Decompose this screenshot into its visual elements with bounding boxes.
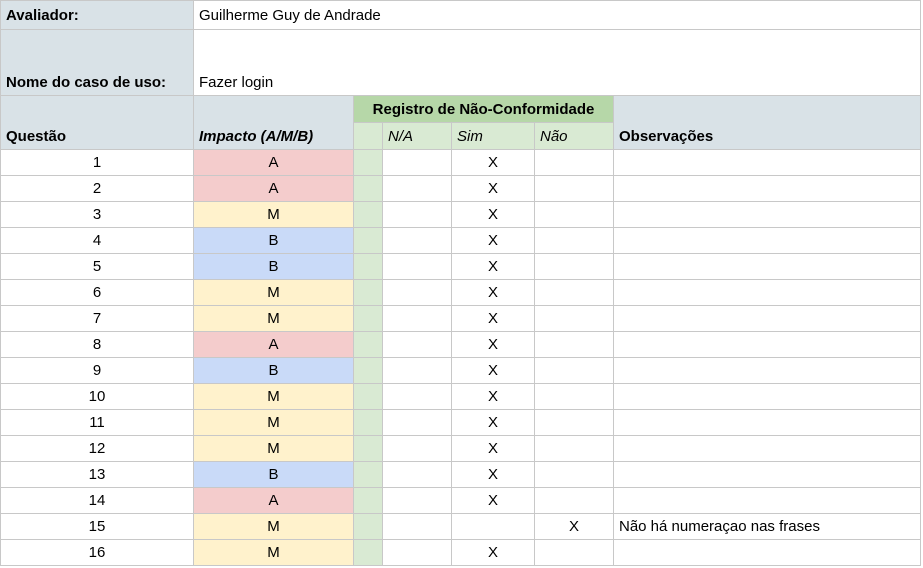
questao-header[interactable]: Questão — [0, 96, 194, 150]
na-cell[interactable] — [383, 410, 452, 436]
impacto-cell[interactable]: B — [194, 462, 354, 488]
sim-cell[interactable]: X — [452, 332, 535, 358]
questao-cell[interactable]: 15 — [0, 514, 194, 540]
na-cell[interactable] — [383, 228, 452, 254]
caso-de-uso-value[interactable]: Fazer login — [194, 30, 921, 96]
impacto-cell[interactable]: M — [194, 306, 354, 332]
observacoes-cell[interactable] — [614, 150, 921, 176]
nao-cell[interactable] — [535, 254, 614, 280]
questao-cell[interactable]: 10 — [0, 384, 194, 410]
questao-cell[interactable]: 12 — [0, 436, 194, 462]
registro-blank-cell[interactable] — [354, 436, 383, 462]
impacto-cell[interactable]: M — [194, 384, 354, 410]
sim-cell[interactable]: X — [452, 462, 535, 488]
impacto-cell[interactable]: M — [194, 202, 354, 228]
registro-blank-cell[interactable] — [354, 202, 383, 228]
registro-blank-cell[interactable] — [354, 228, 383, 254]
nao-cell[interactable] — [535, 384, 614, 410]
na-cell[interactable] — [383, 280, 452, 306]
nao-cell[interactable] — [535, 202, 614, 228]
nao-cell[interactable] — [535, 410, 614, 436]
impacto-cell[interactable]: B — [194, 254, 354, 280]
na-cell[interactable] — [383, 514, 452, 540]
registro-blank-cell[interactable] — [354, 280, 383, 306]
impacto-cell[interactable]: B — [194, 358, 354, 384]
registro-subheader-blank[interactable] — [354, 123, 383, 150]
registro-blank-cell[interactable] — [354, 384, 383, 410]
na-cell[interactable] — [383, 306, 452, 332]
nao-cell[interactable] — [535, 150, 614, 176]
impacto-cell[interactable]: A — [194, 488, 354, 514]
observacoes-cell[interactable] — [614, 540, 921, 566]
nao-cell[interactable]: X — [535, 514, 614, 540]
questao-cell[interactable]: 8 — [0, 332, 194, 358]
impacto-cell[interactable]: M — [194, 540, 354, 566]
nao-cell[interactable] — [535, 228, 614, 254]
sim-cell[interactable]: X — [452, 176, 535, 202]
registro-blank-cell[interactable] — [354, 410, 383, 436]
sim-cell[interactable]: X — [452, 540, 535, 566]
na-cell[interactable] — [383, 150, 452, 176]
nao-cell[interactable] — [535, 488, 614, 514]
na-cell[interactable] — [383, 358, 452, 384]
sim-cell[interactable]: X — [452, 150, 535, 176]
sim-header[interactable]: Sim — [452, 123, 535, 150]
avaliador-label[interactable]: Avaliador: — [0, 0, 194, 30]
observacoes-cell[interactable]: Não há numeraçao nas frases — [614, 514, 921, 540]
na-cell[interactable] — [383, 202, 452, 228]
observacoes-cell[interactable] — [614, 228, 921, 254]
registro-blank-cell[interactable] — [354, 176, 383, 202]
nao-cell[interactable] — [535, 280, 614, 306]
nao-cell[interactable] — [535, 358, 614, 384]
sim-cell[interactable]: X — [452, 410, 535, 436]
registro-header[interactable]: Registro de Não-Conformidade — [354, 96, 614, 123]
questao-cell[interactable]: 5 — [0, 254, 194, 280]
sim-cell[interactable]: X — [452, 306, 535, 332]
questao-cell[interactable]: 16 — [0, 540, 194, 566]
observacoes-cell[interactable] — [614, 410, 921, 436]
questao-cell[interactable]: 2 — [0, 176, 194, 202]
registro-blank-cell[interactable] — [354, 514, 383, 540]
impacto-cell[interactable]: M — [194, 280, 354, 306]
nao-cell[interactable] — [535, 306, 614, 332]
impacto-header[interactable]: Impacto (A/M/B) — [194, 96, 354, 150]
registro-blank-cell[interactable] — [354, 306, 383, 332]
registro-blank-cell[interactable] — [354, 488, 383, 514]
sim-cell[interactable]: X — [452, 254, 535, 280]
na-cell[interactable] — [383, 436, 452, 462]
sim-cell[interactable]: X — [452, 384, 535, 410]
observacoes-cell[interactable] — [614, 176, 921, 202]
impacto-cell[interactable]: M — [194, 514, 354, 540]
observacoes-cell[interactable] — [614, 384, 921, 410]
nao-cell[interactable] — [535, 462, 614, 488]
impacto-cell[interactable]: M — [194, 410, 354, 436]
nao-cell[interactable] — [535, 436, 614, 462]
sim-cell[interactable]: X — [452, 228, 535, 254]
observacoes-cell[interactable] — [614, 280, 921, 306]
na-cell[interactable] — [383, 488, 452, 514]
impacto-cell[interactable]: M — [194, 436, 354, 462]
registro-blank-cell[interactable] — [354, 332, 383, 358]
questao-cell[interactable]: 13 — [0, 462, 194, 488]
observacoes-header[interactable]: Observações — [614, 96, 921, 150]
observacoes-cell[interactable] — [614, 332, 921, 358]
na-cell[interactable] — [383, 254, 452, 280]
na-cell[interactable] — [383, 462, 452, 488]
questao-cell[interactable]: 1 — [0, 150, 194, 176]
sim-cell[interactable]: X — [452, 488, 535, 514]
observacoes-cell[interactable] — [614, 306, 921, 332]
observacoes-cell[interactable] — [614, 254, 921, 280]
nao-cell[interactable] — [535, 540, 614, 566]
registro-blank-cell[interactable] — [354, 462, 383, 488]
impacto-cell[interactable]: A — [194, 332, 354, 358]
observacoes-cell[interactable] — [614, 436, 921, 462]
registro-blank-cell[interactable] — [354, 254, 383, 280]
questao-cell[interactable]: 7 — [0, 306, 194, 332]
na-cell[interactable] — [383, 176, 452, 202]
na-cell[interactable] — [383, 384, 452, 410]
registro-blank-cell[interactable] — [354, 540, 383, 566]
questao-cell[interactable]: 11 — [0, 410, 194, 436]
na-cell[interactable] — [383, 540, 452, 566]
impacto-cell[interactable]: B — [194, 228, 354, 254]
sim-cell[interactable]: X — [452, 358, 535, 384]
sim-cell[interactable]: X — [452, 280, 535, 306]
observacoes-cell[interactable] — [614, 358, 921, 384]
observacoes-cell[interactable] — [614, 202, 921, 228]
questao-cell[interactable]: 6 — [0, 280, 194, 306]
impacto-cell[interactable]: A — [194, 176, 354, 202]
na-cell[interactable] — [383, 332, 452, 358]
questao-cell[interactable]: 14 — [0, 488, 194, 514]
avaliador-value[interactable]: Guilherme Guy de Andrade — [194, 0, 921, 30]
impacto-cell[interactable]: A — [194, 150, 354, 176]
observacoes-cell[interactable] — [614, 488, 921, 514]
registro-blank-cell[interactable] — [354, 150, 383, 176]
questao-cell[interactable]: 9 — [0, 358, 194, 384]
caso-de-uso-label[interactable]: Nome do caso de uso: — [0, 30, 194, 96]
questao-cell[interactable]: 3 — [0, 202, 194, 228]
sim-cell[interactable]: X — [452, 436, 535, 462]
na-header[interactable]: N/A — [383, 123, 452, 150]
nao-cell[interactable] — [535, 176, 614, 202]
registro-blank-cell[interactable] — [354, 358, 383, 384]
sim-cell[interactable] — [452, 514, 535, 540]
observacoes-cell[interactable] — [614, 462, 921, 488]
sim-cell[interactable]: X — [452, 202, 535, 228]
nao-cell[interactable] — [535, 332, 614, 358]
questao-cell[interactable]: 4 — [0, 228, 194, 254]
nao-header[interactable]: Não — [535, 123, 614, 150]
